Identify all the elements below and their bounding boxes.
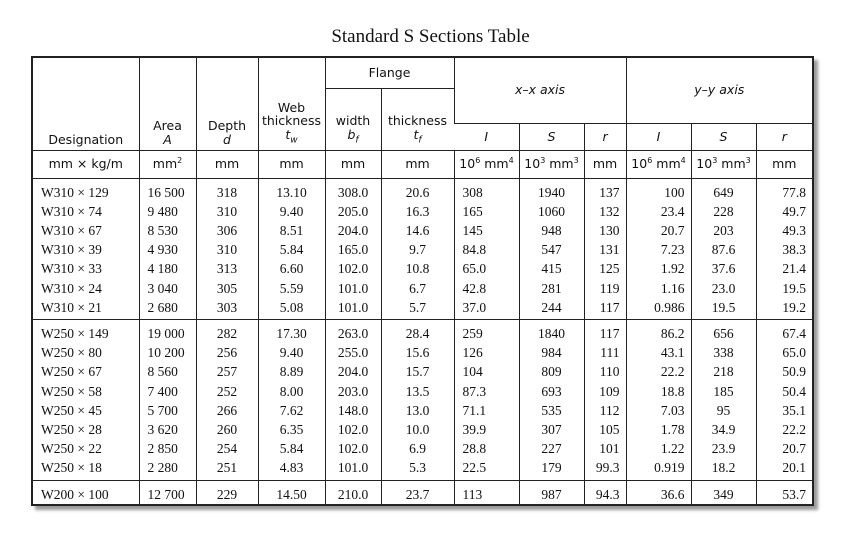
value-web-thickness: 7.62 xyxy=(279,402,304,418)
value-sx: 227 xyxy=(541,441,562,457)
value-ix: 39.9 xyxy=(462,421,487,437)
col-designation xyxy=(33,480,139,506)
col-designation xyxy=(33,178,139,319)
value-rx: 111 xyxy=(600,345,620,361)
value-ix: 126 xyxy=(462,345,483,361)
header-flange-width: width $b_f$ xyxy=(325,88,381,150)
value-web-thickness: 9.40 xyxy=(279,203,304,219)
value-rx: 117 xyxy=(599,325,620,341)
col-sx xyxy=(519,178,584,319)
header-xx-axis: x–x axis xyxy=(454,58,626,123)
value-designation: W310 × 129 xyxy=(41,184,109,200)
table-frame xyxy=(31,56,814,506)
value-flange-thickness: 15.6 xyxy=(405,345,430,361)
value-depth: 251 xyxy=(216,460,238,476)
value-sy: 34.9 xyxy=(711,421,736,437)
col-iy xyxy=(626,480,691,506)
col-flange-thickness xyxy=(381,178,454,319)
col-area xyxy=(139,480,196,506)
value-ix: 71.1 xyxy=(462,402,487,418)
section-group xyxy=(33,319,812,480)
value-flange-width: 102.0 xyxy=(337,261,369,277)
header-sx: S xyxy=(519,123,584,150)
value-iy: 1.78 xyxy=(660,421,685,437)
value-ry: 50.4 xyxy=(782,383,807,399)
value-flange-thickness: 10.8 xyxy=(405,261,430,277)
col-ry xyxy=(756,480,812,506)
value-iy: 20.7 xyxy=(660,222,685,238)
col-flange-width xyxy=(325,319,381,480)
value-sx: 535 xyxy=(541,402,562,418)
value-rx: 119 xyxy=(599,280,620,296)
value-iy: 22.2 xyxy=(660,364,685,380)
value-flange-thickness: 15.7 xyxy=(405,364,430,380)
col-depth xyxy=(196,319,258,480)
value-designation: W250 × 22 xyxy=(41,441,102,457)
value-ix: 87.3 xyxy=(462,383,487,399)
value-ry: 65.0 xyxy=(782,345,807,361)
value-iy: 0.919 xyxy=(654,460,685,476)
value-designation: W200 × 100 xyxy=(41,486,109,502)
value-rx: 130 xyxy=(599,222,620,238)
value-flange-width: 102.0 xyxy=(337,421,369,437)
col-sy xyxy=(691,480,756,506)
value-sy: 95 xyxy=(716,402,731,418)
value-sx: 1840 xyxy=(538,325,565,341)
value-designation: W250 × 67 xyxy=(41,364,102,380)
col-depth xyxy=(196,480,258,506)
value-flange-thickness: 10.0 xyxy=(405,421,430,437)
value-sy: 349 xyxy=(713,486,734,502)
col-flange-width xyxy=(325,178,381,319)
value-rx: 94.3 xyxy=(595,486,620,502)
value-area: 16 500 xyxy=(147,184,185,200)
value-web-thickness: 5.59 xyxy=(279,280,304,296)
value-ry: 49.3 xyxy=(782,222,807,238)
value-ix: 165 xyxy=(462,203,483,219)
unit-depth: mm xyxy=(196,150,258,178)
value-designation: W310 × 74 xyxy=(41,203,102,219)
value-ry: 50.9 xyxy=(782,364,807,380)
value-flange-thickness: 20.6 xyxy=(405,184,430,200)
value-flange-width: 148.0 xyxy=(337,402,369,418)
col-web-thickness xyxy=(258,480,325,506)
value-rx: 132 xyxy=(599,203,620,219)
value-area: 19 000 xyxy=(147,325,185,341)
col-sy xyxy=(691,319,756,480)
value-flange-thickness: 28.4 xyxy=(405,325,430,341)
value-ry: 21.4 xyxy=(782,261,807,277)
header-depth: Depth d xyxy=(196,58,258,150)
value-area: 8 560 xyxy=(147,364,178,380)
value-rx: 117 xyxy=(599,299,620,315)
value-area: 2 850 xyxy=(147,441,178,457)
value-ix: 113 xyxy=(462,486,483,502)
value-designation: W310 × 33 xyxy=(41,261,102,277)
value-iy: 23.4 xyxy=(660,203,685,219)
unit-rx: mm xyxy=(584,150,626,178)
value-ix: 84.8 xyxy=(462,242,487,258)
value-sy: 656 xyxy=(713,325,734,341)
value-flange-width: 255.0 xyxy=(337,345,369,361)
value-flange-thickness: 5.7 xyxy=(409,299,426,315)
col-ry xyxy=(756,319,812,480)
value-flange-width: 101.0 xyxy=(337,299,369,315)
value-depth: 318 xyxy=(216,184,238,200)
value-ry: 53.7 xyxy=(782,486,807,502)
value-designation: W250 × 149 xyxy=(41,325,109,341)
value-depth: 266 xyxy=(216,402,238,418)
value-sx: 1060 xyxy=(538,203,565,219)
value-sy: 18.2 xyxy=(711,460,736,476)
value-sy: 37.6 xyxy=(711,261,736,277)
value-designation: W310 × 67 xyxy=(41,222,102,238)
header-row-top xyxy=(33,58,812,88)
col-area xyxy=(139,178,196,319)
value-flange-thickness: 5.3 xyxy=(409,460,426,476)
value-web-thickness: 14.50 xyxy=(276,486,307,502)
value-rx: 131 xyxy=(599,242,620,258)
header-web-thickness: Web thickness $t_w$ xyxy=(258,58,325,150)
value-sx: 1940 xyxy=(538,184,565,200)
unit-flange-width: mm xyxy=(325,150,381,178)
section-group xyxy=(33,480,812,506)
value-rx: 101 xyxy=(599,441,620,457)
col-rx xyxy=(584,480,626,506)
value-area: 2 280 xyxy=(147,460,178,476)
value-sx: 179 xyxy=(541,460,562,476)
value-sy: 228 xyxy=(713,203,734,219)
value-sy: 87.6 xyxy=(711,242,736,258)
value-web-thickness: 9.40 xyxy=(279,345,304,361)
col-flange-thickness xyxy=(381,480,454,506)
value-sx: 809 xyxy=(541,364,562,380)
value-area: 8 530 xyxy=(147,222,178,238)
value-area: 9 480 xyxy=(147,203,178,219)
value-flange-thickness: 6.9 xyxy=(409,441,426,457)
value-sx: 244 xyxy=(541,299,562,315)
value-flange-width: 165.0 xyxy=(337,242,369,258)
value-rx: 125 xyxy=(599,261,620,277)
value-rx: 109 xyxy=(599,383,620,399)
unit-web: mm xyxy=(258,150,325,178)
value-sx: 307 xyxy=(541,421,562,437)
value-ry: 38.3 xyxy=(782,242,807,258)
value-sy: 185 xyxy=(713,383,734,399)
value-designation: W250 × 18 xyxy=(41,460,102,476)
value-web-thickness: 5.08 xyxy=(279,299,304,315)
value-ry: 35.1 xyxy=(782,402,807,418)
col-ix xyxy=(454,319,519,480)
value-depth: 305 xyxy=(216,280,238,296)
value-flange-width: 205.0 xyxy=(337,203,369,219)
value-area: 12 700 xyxy=(147,486,185,502)
col-sx xyxy=(519,319,584,480)
value-sy: 23.0 xyxy=(711,280,736,296)
unit-area: $mm^2$ xyxy=(139,150,196,178)
value-iy: 1.22 xyxy=(660,441,685,457)
value-ry: 49.7 xyxy=(782,203,807,219)
value-area: 2 680 xyxy=(147,299,178,315)
units-row xyxy=(33,150,812,178)
value-sy: 338 xyxy=(713,345,734,361)
value-sx: 948 xyxy=(541,222,562,238)
value-iy: 1.16 xyxy=(660,280,685,296)
unit-ry: mm xyxy=(756,150,812,178)
value-iy: 36.6 xyxy=(660,486,685,502)
value-iy: 100 xyxy=(664,184,685,200)
value-sx: 415 xyxy=(541,261,562,277)
value-rx: 99.3 xyxy=(595,460,620,476)
col-ry xyxy=(756,178,812,319)
value-iy: 18.8 xyxy=(660,383,685,399)
value-flange-width: 204.0 xyxy=(337,222,369,238)
value-web-thickness: 6.60 xyxy=(279,261,304,277)
value-depth: 313 xyxy=(216,261,238,277)
value-sy: 19.5 xyxy=(711,299,736,315)
section-group xyxy=(33,178,812,319)
col-ix xyxy=(454,480,519,506)
value-web-thickness: 4.83 xyxy=(279,460,304,476)
col-ix xyxy=(454,178,519,319)
unit-ix: $10^6$ $mm^4$ xyxy=(454,150,519,178)
value-sy: 203 xyxy=(713,222,734,238)
value-depth: 252 xyxy=(216,383,238,399)
value-ry: 20.7 xyxy=(782,441,807,457)
value-flange-thickness: 6.7 xyxy=(409,280,426,296)
value-sx: 987 xyxy=(541,486,562,502)
value-area: 10 200 xyxy=(147,345,185,361)
header-ry: r xyxy=(756,123,812,150)
value-area: 4 930 xyxy=(147,242,178,258)
value-ix: 65.0 xyxy=(462,261,487,277)
value-designation: W250 × 80 xyxy=(41,345,102,361)
value-web-thickness: 8.00 xyxy=(279,383,304,399)
value-ix: 145 xyxy=(462,222,483,238)
value-iy: 43.1 xyxy=(660,345,685,361)
value-sy: 218 xyxy=(713,364,734,380)
value-web-thickness: 13.10 xyxy=(276,184,307,200)
value-flange-thickness: 14.6 xyxy=(405,222,430,238)
col-designation xyxy=(33,319,139,480)
value-iy: 86.2 xyxy=(660,325,685,341)
col-area xyxy=(139,319,196,480)
col-web-thickness xyxy=(258,319,325,480)
col-flange-thickness xyxy=(381,319,454,480)
col-iy xyxy=(626,178,691,319)
header-flange-thickness: thickness $t_f$ xyxy=(381,88,454,150)
value-ry: 67.4 xyxy=(782,325,807,341)
page-title: Standard S Sections Table xyxy=(331,26,530,47)
value-flange-thickness: 23.7 xyxy=(405,486,430,502)
value-ry: 19.2 xyxy=(782,299,807,315)
unit-sx: $10^3$ $mm^3$ xyxy=(519,150,584,178)
value-sx: 693 xyxy=(541,383,562,399)
value-sx: 281 xyxy=(541,280,562,296)
col-rx xyxy=(584,319,626,480)
value-depth: 310 xyxy=(216,203,238,219)
col-sx xyxy=(519,480,584,506)
value-ry: 22.2 xyxy=(782,421,807,437)
value-ix: 37.0 xyxy=(462,299,487,315)
value-iy: 1.92 xyxy=(660,261,685,277)
value-iy: 7.23 xyxy=(660,242,685,258)
col-rx xyxy=(584,178,626,319)
col-flange-width xyxy=(325,480,381,506)
value-web-thickness: 5.84 xyxy=(279,441,304,457)
value-designation: W250 × 45 xyxy=(41,402,102,418)
value-flange-width: 203.0 xyxy=(337,383,369,399)
value-designation: W310 × 39 xyxy=(41,242,102,258)
value-rx: 110 xyxy=(599,364,620,380)
header-ix: I xyxy=(454,123,519,150)
header-designation: Designation xyxy=(33,58,139,150)
value-depth: 260 xyxy=(216,421,238,437)
value-flange-thickness: 16.3 xyxy=(405,203,430,219)
value-ix: 28.8 xyxy=(462,441,487,457)
value-area: 4 180 xyxy=(147,261,178,277)
value-ix: 259 xyxy=(462,325,483,341)
value-sy: 23.9 xyxy=(711,441,736,457)
value-flange-width: 101.0 xyxy=(337,460,369,476)
value-sy: 649 xyxy=(713,184,734,200)
value-designation: W310 × 21 xyxy=(41,299,102,315)
value-depth: 306 xyxy=(216,222,238,238)
value-area: 3 620 xyxy=(147,421,178,437)
col-web-thickness xyxy=(258,178,325,319)
value-area: 3 040 xyxy=(147,280,178,296)
col-sy xyxy=(691,178,756,319)
value-iy: 0.986 xyxy=(654,299,685,315)
header-iy: I xyxy=(626,123,691,150)
sections-table xyxy=(33,58,812,506)
value-web-thickness: 8.51 xyxy=(279,222,304,238)
value-depth: 257 xyxy=(216,364,238,380)
value-web-thickness: 6.35 xyxy=(279,421,304,437)
value-iy: 7.03 xyxy=(660,402,685,418)
header-area: Area A xyxy=(139,58,196,150)
value-depth: 254 xyxy=(216,441,238,457)
value-area: 5 700 xyxy=(147,402,178,418)
value-depth: 310 xyxy=(216,242,238,258)
value-flange-width: 308.0 xyxy=(337,184,369,200)
value-ix: 308 xyxy=(462,184,483,200)
value-rx: 112 xyxy=(599,402,620,418)
value-ry: 77.8 xyxy=(782,184,807,200)
value-web-thickness: 17.30 xyxy=(276,325,307,341)
unit-designation: mm × kg/m xyxy=(33,150,139,178)
value-rx: 137 xyxy=(599,184,620,200)
value-flange-thickness: 9.7 xyxy=(409,242,426,258)
value-depth: 256 xyxy=(216,345,238,361)
value-ix: 104 xyxy=(462,364,483,380)
value-designation: W250 × 58 xyxy=(41,383,102,399)
header-rx: r xyxy=(584,123,626,150)
value-flange-width: 263.0 xyxy=(337,325,369,341)
value-depth: 229 xyxy=(216,486,238,502)
value-sx: 547 xyxy=(541,242,562,258)
value-ry: 19.5 xyxy=(782,280,807,296)
unit-flange-thickness: mm xyxy=(381,150,454,178)
value-designation: W250 × 28 xyxy=(41,421,102,437)
value-flange-width: 102.0 xyxy=(337,441,369,457)
header-sy: S xyxy=(691,123,756,150)
table-body xyxy=(33,178,812,506)
value-flange-width: 210.0 xyxy=(337,486,369,502)
unit-iy: $10^6$ $mm^4$ xyxy=(626,150,691,178)
value-flange-thickness: 13.0 xyxy=(405,402,430,418)
col-depth xyxy=(196,178,258,319)
value-depth: 303 xyxy=(216,299,238,315)
unit-sy: $10^3$ $mm^3$ xyxy=(691,150,756,178)
value-web-thickness: 8.89 xyxy=(279,364,304,380)
col-iy xyxy=(626,319,691,480)
header-flange: Flange xyxy=(325,58,454,88)
value-ix: 42.8 xyxy=(462,280,487,296)
value-sx: 984 xyxy=(541,345,562,361)
value-flange-width: 101.0 xyxy=(337,280,369,296)
value-designation: W310 × 24 xyxy=(41,280,102,296)
value-area: 7 400 xyxy=(147,383,178,399)
value-flange-width: 204.0 xyxy=(337,364,369,380)
value-ry: 20.1 xyxy=(782,460,807,476)
value-rx: 105 xyxy=(599,421,620,437)
header-yy-axis: y–y axis xyxy=(626,58,812,123)
value-web-thickness: 5.84 xyxy=(279,242,304,258)
value-ix: 22.5 xyxy=(462,460,487,476)
value-depth: 282 xyxy=(216,325,238,341)
value-flange-thickness: 13.5 xyxy=(405,383,430,399)
